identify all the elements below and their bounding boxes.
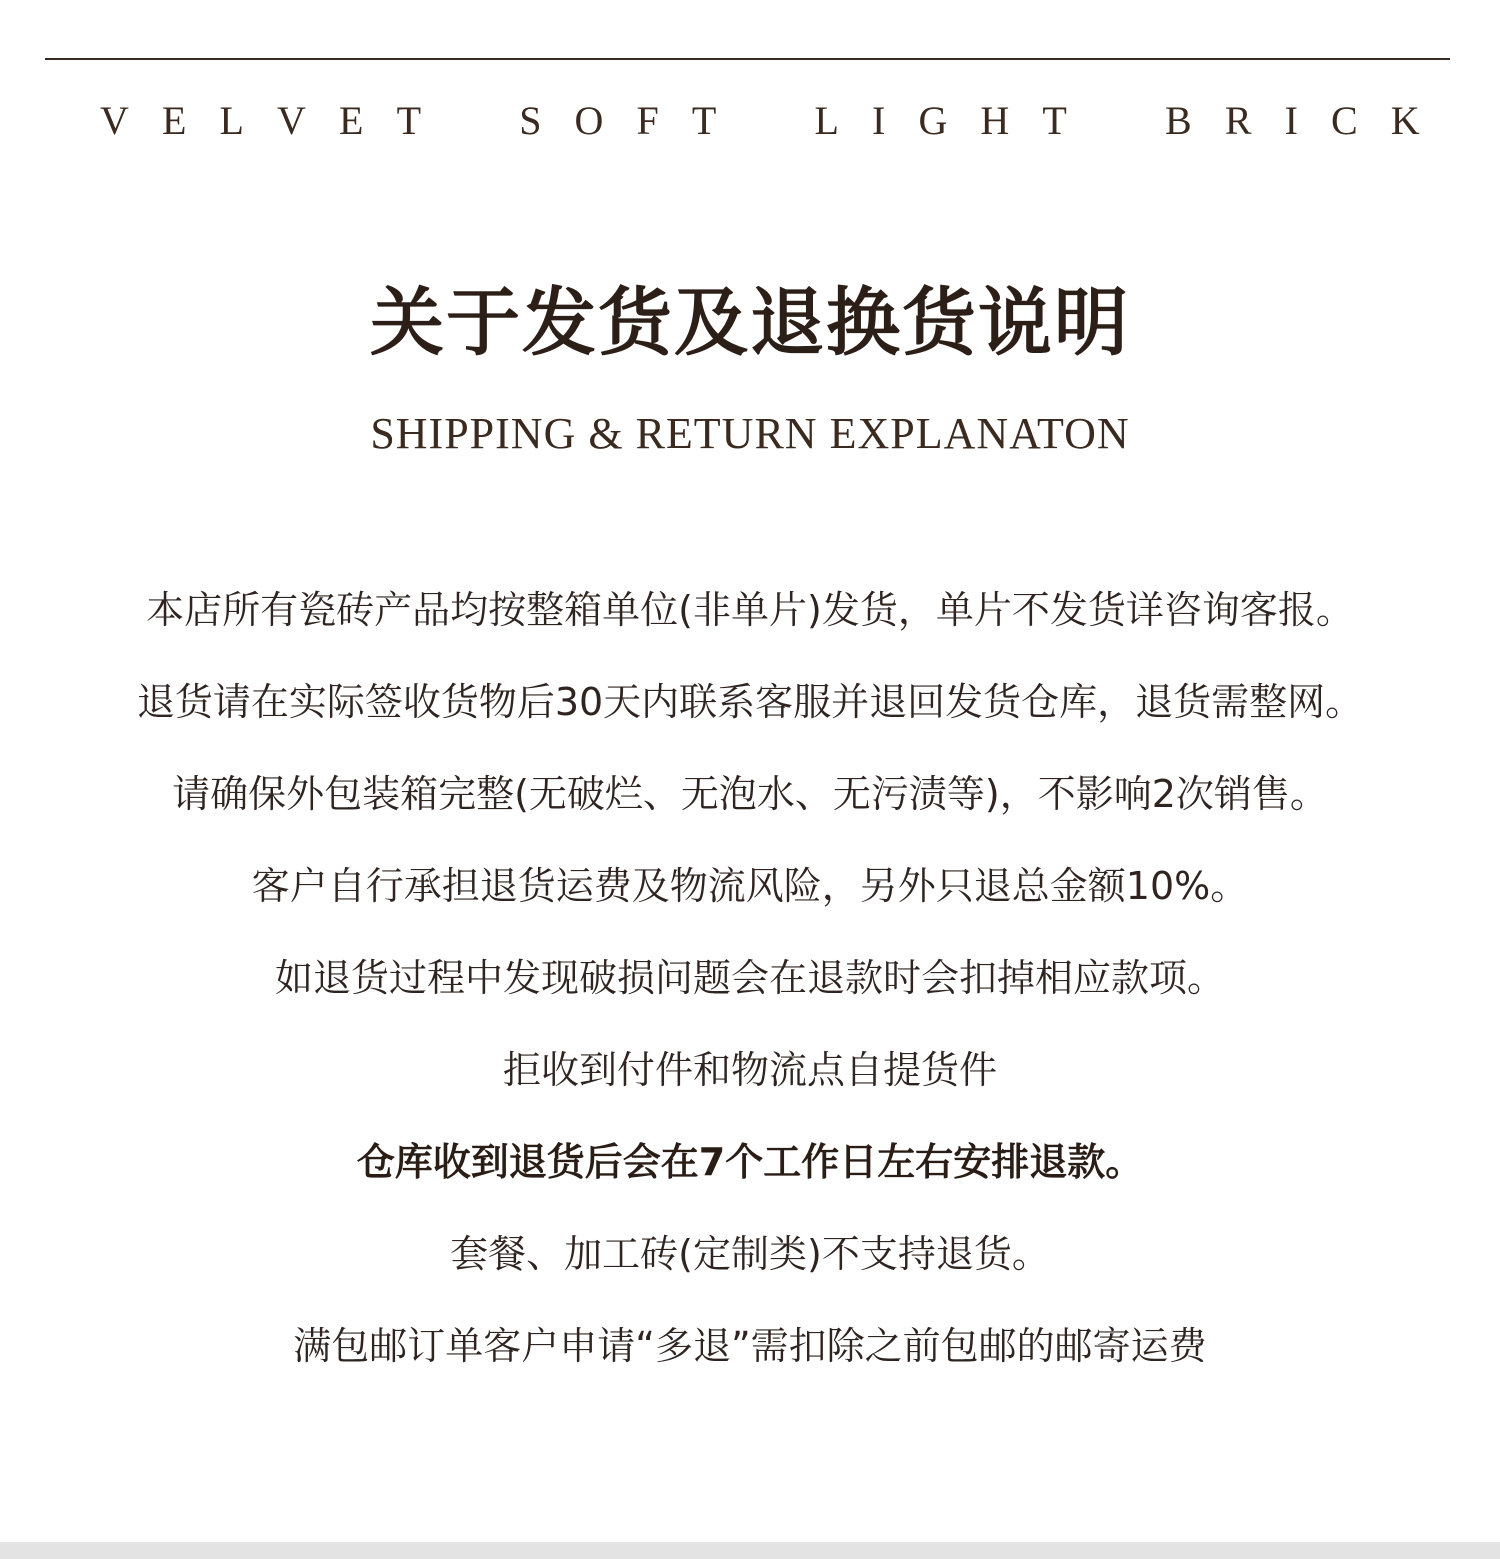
brand-letter: O: [574, 97, 604, 143]
brand-letter: T: [1042, 97, 1067, 143]
policy-note: 套餐、加工砖(定制类)不支持退货。: [450, 1232, 1050, 1276]
policy-note: 拒收到付件和物流点自提货件: [502, 1048, 997, 1092]
brand-letter: R: [1224, 97, 1252, 143]
policy-note: 退货请在实际签收货物后30天内联系客服并退回发货仓库，退货需整网。: [136, 680, 1364, 724]
policy-note-highlight: 仓库收到退货后会在7个工作日左右安排退款。: [356, 1140, 1144, 1184]
brand-letter: I: [1284, 97, 1298, 143]
brand-letter: V: [100, 97, 129, 143]
brand-letter: T: [691, 97, 717, 143]
brand-letter: T: [396, 97, 421, 143]
brand-letter: E: [161, 97, 187, 143]
brand-letter: G: [918, 97, 948, 143]
brand-letter: B: [1165, 97, 1192, 143]
brand-letter: S: [519, 97, 542, 143]
brand-letter: K: [1390, 97, 1420, 143]
brand-letter: L: [219, 97, 244, 143]
brand-letter: H: [980, 97, 1010, 143]
brand-letter: F: [636, 97, 659, 143]
page-subtitle: SHIPPING & RETURN EXPLANATON: [370, 409, 1130, 458]
brand-letter: E: [339, 97, 364, 143]
brand-tagline: [100, 95, 1420, 145]
policy-note: 本店所有瓷砖产品均按整箱单位(非单片)发货，单片不发货详咨询客报。: [146, 588, 1354, 632]
brand-letter: L: [814, 97, 839, 143]
policy-list: [0, 580, 1500, 1408]
brand-letter: V: [277, 97, 306, 143]
brand-letter: C: [1331, 97, 1358, 143]
brand-letter: I: [872, 97, 886, 143]
policy-note: 满包邮订单客户申请“多退”需扣除之前包邮的邮寄运费: [293, 1324, 1207, 1368]
top-divider: [45, 58, 1450, 60]
policy-note: 客户自行承担退货运费及物流风险，另外只退总金额10%。: [251, 864, 1249, 908]
bottom-band: [0, 1542, 1500, 1559]
page-title: 关于发货及退换货说明: [370, 280, 1130, 366]
policy-note: 如退货过程中发现破损问题会在退款时会扣掉相应款项。: [274, 956, 1225, 1000]
policy-note: 请确保外包装箱完整(无破烂、无泡水、无污渍等)，不影响2次销售。: [172, 772, 1328, 816]
